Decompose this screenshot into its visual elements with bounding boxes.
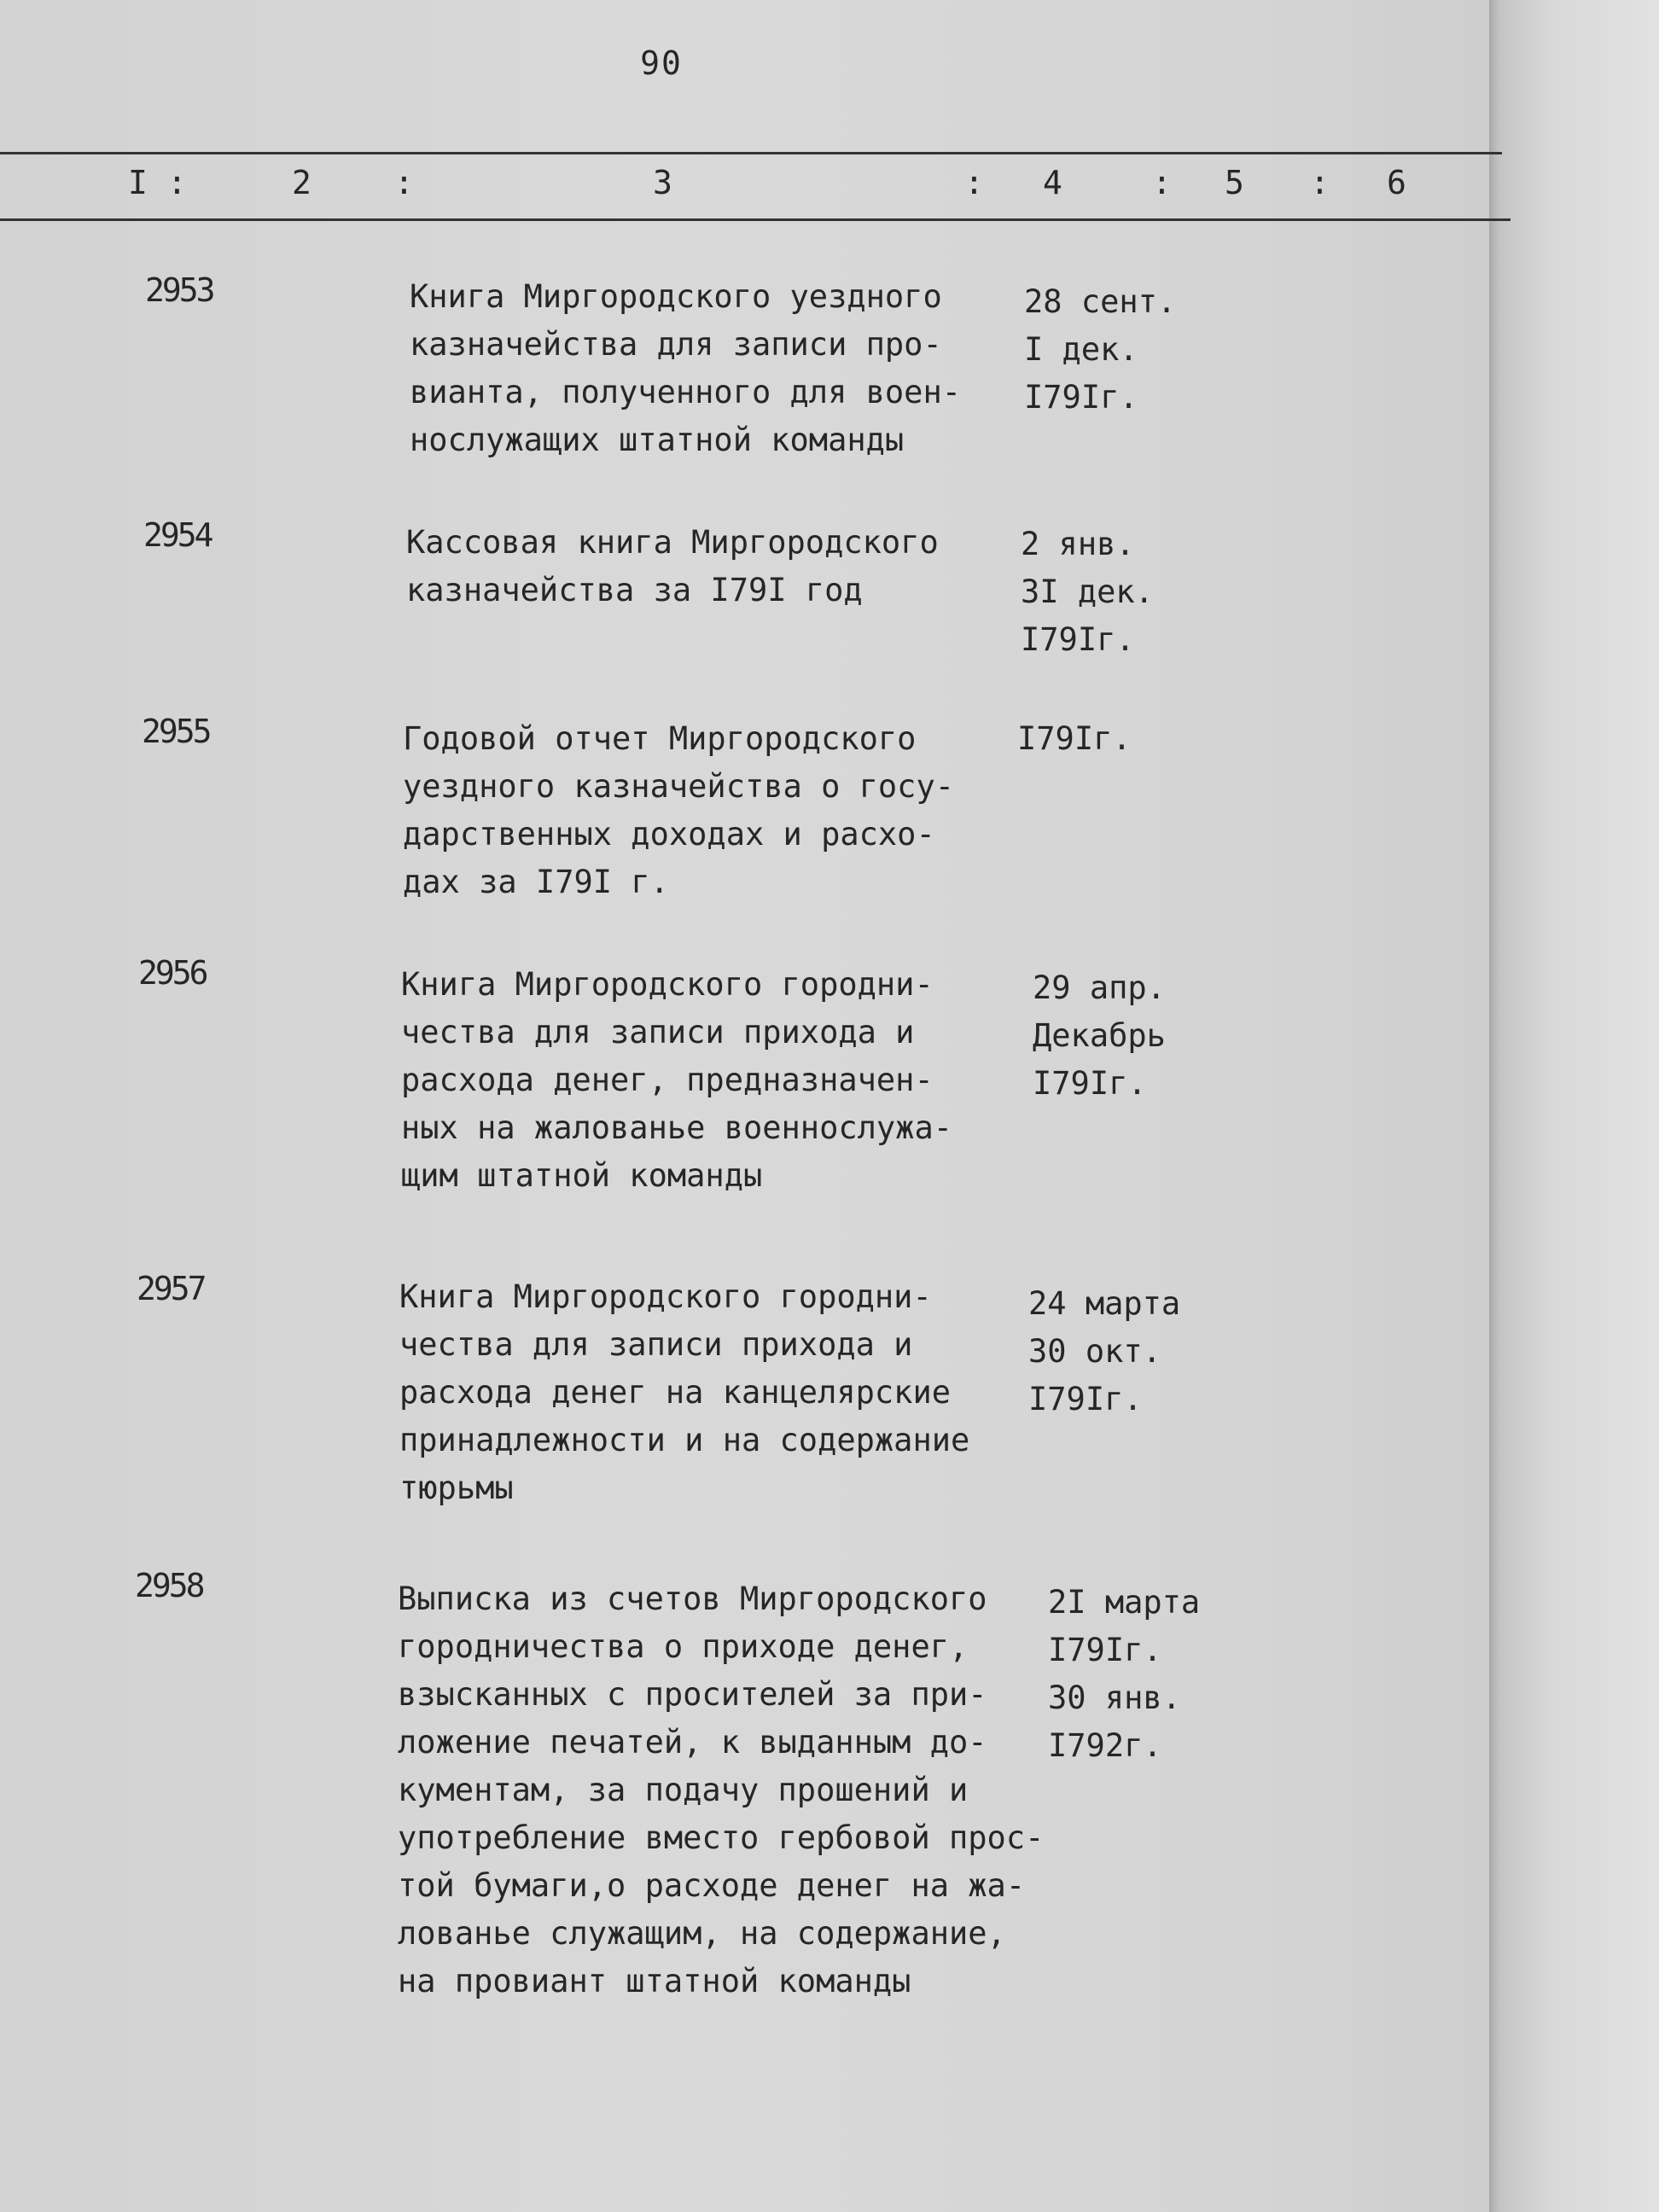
entry-description — [406, 519, 939, 614]
entry-number: 2958 — [135, 1567, 203, 1604]
header-col-1: I — [128, 164, 148, 201]
date-line: I79Iг. — [1033, 1065, 1147, 1102]
description-line: на провиант штатной команды — [398, 1963, 911, 2000]
header-separator: : — [167, 164, 187, 201]
date-line: 30 окт. — [1028, 1333, 1161, 1370]
header-col-5: 5 — [1225, 164, 1244, 201]
description-line: Книга Миргородского городни- — [399, 1278, 932, 1315]
date-line: 3I дек. — [1021, 573, 1154, 610]
header-col-4: 4 — [1043, 164, 1062, 201]
date-line: I дек. — [1024, 331, 1138, 368]
date-line: 24 марта — [1028, 1285, 1181, 1322]
header-col-2: 2 — [292, 164, 311, 201]
description-line: вианта, полученного для воен- — [410, 374, 962, 410]
description-line: дарственных доходах и расхо- — [403, 816, 935, 853]
entry-description — [401, 961, 952, 1200]
date-line: Декабрь — [1033, 1017, 1166, 1054]
date-line: I79Iг. — [1028, 1381, 1143, 1417]
description-line: городничества о приходе денег, — [398, 1628, 969, 1665]
date-line: 30 янв. — [1048, 1679, 1181, 1716]
description-line: чества для записи прихода и — [399, 1326, 913, 1363]
description-line: взысканных с просителей за при- — [398, 1676, 987, 1713]
description-line: Книга Миргородского городни- — [401, 966, 934, 1003]
entry-number: 2956 — [138, 954, 207, 992]
description-line: дах за I79I г. — [403, 864, 669, 900]
header-separator: : — [394, 164, 414, 201]
description-line: уездного казначейства о госу- — [403, 768, 955, 805]
entry-number: 2954 — [143, 516, 212, 554]
entry-dates — [1017, 715, 1132, 763]
date-line: I792г. — [1048, 1727, 1162, 1764]
header-separator: : — [1310, 164, 1330, 201]
date-line: I79Iг. — [1024, 379, 1138, 416]
entry-number: 2953 — [145, 271, 213, 309]
date-line: 28 сент. — [1024, 283, 1177, 320]
entry-dates — [1048, 1579, 1200, 1770]
entry-description — [398, 1575, 1044, 2005]
description-line: расхода денег, предназначен- — [401, 1062, 934, 1098]
description-line: чества для записи прихода и — [401, 1014, 915, 1051]
header-bottom-rule — [0, 218, 1511, 221]
description-line: Годовой отчет Миргородского — [403, 720, 917, 757]
description-line: Кассовая книга Миргородского — [406, 524, 939, 561]
entry-number: 2955 — [142, 713, 210, 750]
description-line: той бумаги,о расходе денег на жа- — [398, 1867, 1026, 1904]
page-number: 90 — [640, 44, 683, 82]
description-line: нослужащих штатной команды — [410, 422, 905, 458]
header-separator: : — [1152, 164, 1172, 201]
date-line: 2I марта — [1048, 1584, 1201, 1621]
entry-dates — [1033, 964, 1166, 1108]
date-line: I79Iг. — [1021, 621, 1135, 658]
description-line: тюрьмы — [399, 1470, 514, 1506]
header-col-3: 3 — [653, 164, 672, 201]
description-line: расхода денег на канцелярские — [399, 1374, 952, 1411]
date-line: I79Iг. — [1048, 1632, 1162, 1668]
description-line: казначейства за I79I год — [406, 572, 863, 608]
description-line: принадлежности и на содержание — [399, 1422, 970, 1458]
description-line: ложение печатей, к выданным до- — [398, 1724, 987, 1761]
entry-description — [399, 1273, 969, 1512]
date-line: 2 янв. — [1021, 526, 1135, 562]
description-line: лованье служащим, на содержание, — [398, 1915, 1006, 1952]
entry-number: 2957 — [137, 1270, 205, 1307]
description-line: Книга Миргородского уездного — [410, 278, 942, 315]
description-line: употребление вместо гербовой прос- — [398, 1819, 1045, 1856]
date-line: I79Iг. — [1017, 720, 1132, 757]
entry-dates — [1024, 278, 1176, 422]
description-line: щим штатной команды — [401, 1157, 763, 1194]
description-line: кументам, за подачу прошений и — [398, 1772, 969, 1808]
entry-description — [410, 273, 961, 464]
header-col-6: 6 — [1387, 164, 1406, 201]
entry-dates — [1028, 1280, 1180, 1423]
description-line: Выписка из счетов Миргородского — [398, 1580, 987, 1617]
description-line: казначейства для записи про- — [410, 326, 942, 363]
date-line: 29 апр. — [1033, 969, 1166, 1006]
header-top-rule — [0, 152, 1502, 154]
entry-description — [403, 715, 954, 906]
header-separator: : — [964, 164, 984, 201]
description-line: ных на жалованье военнослужа- — [401, 1109, 953, 1146]
entry-dates — [1021, 521, 1154, 664]
page-edge-shadow — [1489, 0, 1659, 2212]
